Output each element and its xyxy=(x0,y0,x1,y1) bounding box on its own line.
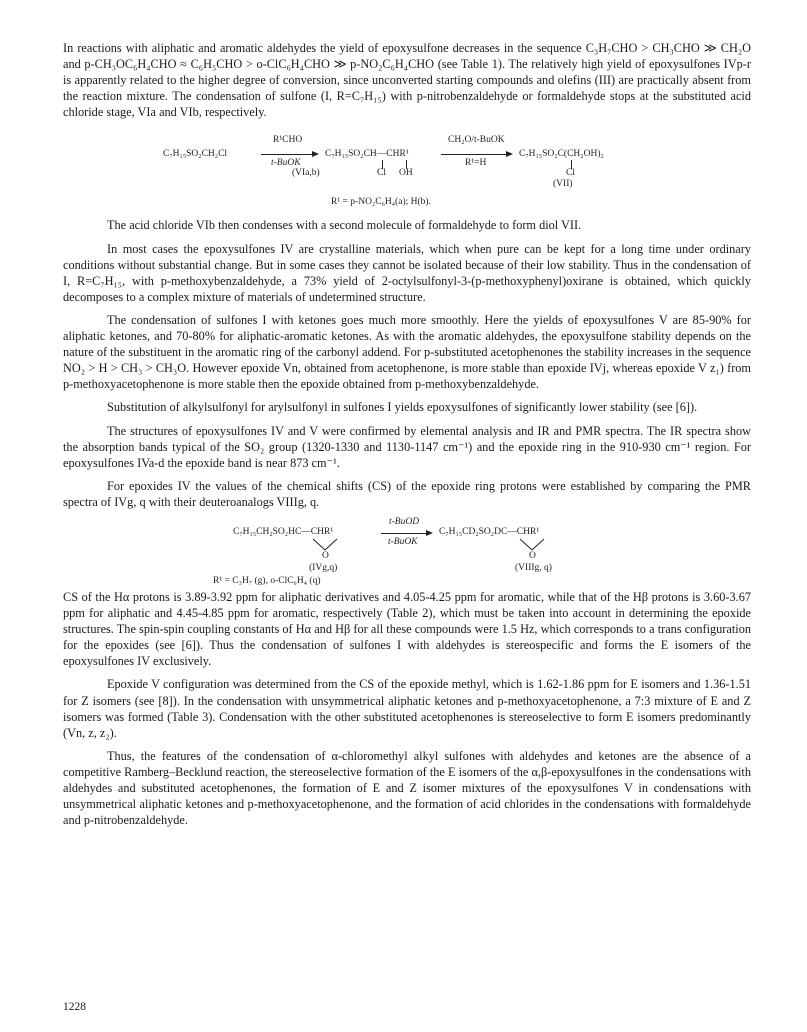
reaction-scheme-2 xyxy=(63,517,751,589)
scheme2-reagent-bottom: t-BuOK xyxy=(388,536,418,547)
scheme2-product-epoxide-bonds xyxy=(518,538,548,552)
scheme1-arrow-2 xyxy=(441,154,511,155)
scheme2-product-label: (VIIIg, q) xyxy=(515,562,552,573)
paragraph-9: Epoxide V configuration was determined from the CS of the epoxide methyl, which is 1.62-1.86 ppm for E isomers and 1.36-1.51 for Z isomers (see [8]). In the condensation with unsymmetrical aliphatic ketones and p-methoxyacetophenone, a 7:3 mixture of E and Z isomers was formed (Table 3). Condensation with the other substituted acetophenones is stereoselective to form E isomers predominantly (Vn, z, z₂). xyxy=(63,677,751,740)
page-body xyxy=(63,40,751,835)
paragraph-1: In reactions with aliphatic and aromatic aldehydes the yield of epoxysulfone decreases in the sequence C₃H₇CHO > CH₃CHO ≫ CH₂O and p-CH₃OC₆H₄CHO ≈ C₆H₅CHO > o-ClC₆H₄CHO ≫ p-NO₂C₆H₄CHO (see Table 1). The relatively high yield of epoxysulfones IVp-r is apparently related to the higher degree of conversion, since unconverted starting compounds and olefins (III) are practically absent from the reaction mixture. The condensation of sulfone (I, R=C₇H₁₅) with p-nitrobenzaldehyde or formaldehyde stops at the substituted acid chloride stage, VIa and VIb, respectively. xyxy=(63,41,751,120)
scheme2-arrow xyxy=(381,533,431,534)
scheme2-r-definition: R¹ = C₃H₇ (g), o-ClC₆H₄ (q) xyxy=(213,575,321,586)
scheme2-reactant-label: (IVg,q) xyxy=(309,562,338,573)
scheme2-reactant-o: O xyxy=(322,550,329,561)
paragraph-6: The structures of epoxysulfones IV and V were confirmed by elemental analysis and IR and PMR spectra. The IR spectra show the absorption bands typical of the SO₂ group (1320-1330 and 1130-1147 cm⁻¹) and the epoxide ring in the 910-930 cm⁻¹ region. For epoxysulfones IVa-d the epoxide band is near 873 cm⁻¹. xyxy=(63,423,751,470)
scheme2-reactant-epoxide-bonds xyxy=(311,538,341,552)
scheme1-reagent1-bottom: t-BuOK xyxy=(271,158,301,169)
scheme2-reagent-top: t-BuOD xyxy=(389,516,420,527)
scheme1-reagent1-top: R¹CHO xyxy=(273,135,303,146)
scheme1-arrow-1 xyxy=(261,154,317,155)
scheme1-sub-oh: OH xyxy=(399,168,413,179)
scheme1-reagent2-bottom: R¹=H xyxy=(465,158,487,169)
paragraph-3: In most cases the epoxysulfones IV are crystalline materials, which when pure can be kept for a long time under ordinary conditions without substantial change. But in some cases they cannot be isolated because of their low stability. Thus in the condensation of I, R=C₇H₁₅, with p-methoxybenzaldehyde, a 73% yield of 2-octylsulfonyl-3-(p-methoxyphenyl)oxirane is obtained, which quickly decomposes to a complex mixture of materials of undetermined structure. xyxy=(63,241,751,304)
scheme1-product-label: (VII) xyxy=(553,179,573,190)
scheme1-intermediate: C₇H₁₅SO₂CH—CHR¹ xyxy=(325,149,409,160)
scheme1-sub-cl: Cl xyxy=(377,168,386,179)
paragraph-7: For epoxides IV the values of the chemical shifts (CS) of the epoxide ring protons were established by comparing the PMR spectra of IVg, q with their deuteroanalogs VIIIg, q. xyxy=(63,478,751,509)
paragraph-10: Thus, the features of the condensation of α-chloromethyl alkyl sulfones with aldehydes and ketones are the absence of a competitive Ramberg–Becklund reaction, the stereoselective formation of the E isomers of the α,β-epoxysulfones in the condensations with aldehydes and substituted acetophenones, the formation of E and Z isomer mixtures of the epoxysulfones V in condensations with unsymmetrical aliphatic ketones and p-methoxyacetophenone, and the formation of acid chlorides in the condensations with formaldehyde and p-nitrobenzaldehyde. xyxy=(63,748,751,828)
scheme2-product-o: O xyxy=(529,550,536,561)
scheme1-intermediate-label: (VIa,b) xyxy=(292,168,320,179)
paragraph-4: The condensation of sulfones I with ketones goes much more smoothly. Here the yields of epoxysulfones V are 85-90% for aliphatic ketones, and 70-80% for aliphatic-aromatic ketones. As with the aromatic aldehydes, the epoxysulfone stability depends on the nature of the substituent in the aromatic ring of the carbonyl addend. For p-substituted acetophenones the stability increases in the sequence NO₂ > H > CH₃ > CH₃O. However epoxide Vn, obtained from acetophenone, is more stable than epoxide IVj, whereas epoxide V z₁) from p-methoxyacetophenone is more stable then the epoxide obtained from p-methoxybenzaldehyde. xyxy=(63,312,751,392)
scheme1-r-definition: R¹ = p-NO₂C₆H₄(a); H(b). xyxy=(331,197,431,208)
scheme2-reactant: C₇H₁₅CH₂SO₂HC—CHR¹ xyxy=(233,526,334,537)
scheme1-reagent2-top: CH₂O/t-BuOK xyxy=(448,135,505,146)
scheme1-product: C₇H₁₅SO₂C(CH₂OH)₂ xyxy=(519,149,604,160)
reaction-scheme-1 xyxy=(63,127,751,217)
page-number: 1228 xyxy=(63,1001,86,1013)
scheme1-product-cl: Cl xyxy=(566,168,575,179)
paragraph-5: Substitution of alkylsulfonyl for arylsulfonyl in sulfones I yields epoxysulfones of significantly lower stability (see [6]). xyxy=(107,400,698,415)
paragraph-2: The acid chloride VIb then condenses with a second molecule of formaldehyde to form diol VII. xyxy=(107,218,582,233)
scheme2-product: C₇H₁₅CD₂SO₂DC—CHR¹ xyxy=(439,526,540,537)
paragraph-8: CS of the Hα protons is 3.89-3.92 ppm for aliphatic derivatives and 4.05-4.25 ppm for aromatic, while that of the Hβ protons is 3.60-3.67 ppm for aliphatic and 4.45-4.85 ppm for aromatic, respectively (Table 2), which must be taken into account in determining the epoxide structures. The spin-spin coupling constants of Hα and Hβ for all these compounds were 1.5 Hz, which corresponds to a trans configuration for the epoxides (see [6]). Thus the condensation of sulfones I with aldehydes is stereospecific and forms the E isomers of the epoxysulfones IV exclusively. xyxy=(63,589,751,669)
scheme1-reactant: C₇H₁₅SO₂CH₂Cl xyxy=(163,149,228,160)
